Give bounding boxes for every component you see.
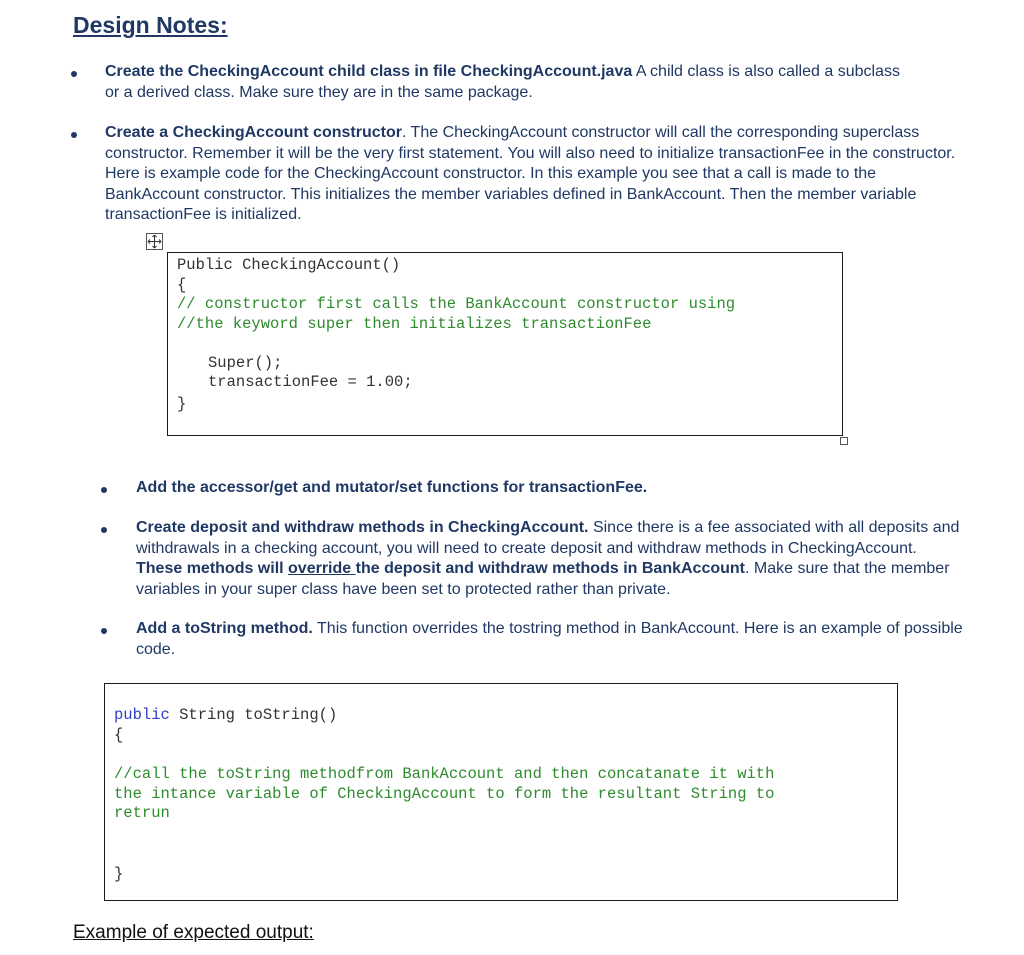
resize-handle-icon[interactable] (840, 437, 848, 445)
bullet-dot (101, 628, 107, 634)
sub-bullet-paragraph-3 (136, 619, 966, 660)
page-title: Design Notes: (73, 12, 228, 38)
sub-bullet-2-text: Since there is a fee associated with all deposits and withdrawals in a checking account, you will need to create deposit and withdraw methods in CheckingAccount. (136, 519, 960, 557)
sub-bullet-2-bold: Create deposit and withdraw methods in CheckingAccount. (136, 519, 589, 536)
bullet-1-bold: Create the CheckingAccount child class in file CheckingAccount.java (105, 63, 633, 80)
code-comment: // constructor first calls the BankAccount constructor using (177, 295, 736, 313)
bullet-1-text: A child class is also called a subclass or a derived class. Make sure they are in the same package. (105, 63, 900, 101)
sub-bullet-2-bold-3: the deposit and withdraw methods in BankAccount (355, 560, 745, 577)
code-line: transactionFee = 1.00; (208, 373, 413, 391)
code-signature: String toString() (169, 706, 338, 724)
code-line: { (177, 276, 187, 294)
sub-bullet-3-bold: Add a toString method. (136, 620, 313, 637)
move-handle-icon[interactable] (146, 233, 163, 250)
code-comment: //the keyword super then initializes transactionFee (177, 315, 652, 333)
code-line: { (114, 726, 124, 744)
code-comment: retrun (114, 804, 170, 822)
bullet-dot (101, 527, 107, 533)
bullet-paragraph-2 (105, 123, 965, 226)
override-underline: override (288, 560, 356, 577)
sub-bullet-paragraph-1 (136, 478, 956, 499)
sub-bullet-paragraph-2 (136, 518, 966, 600)
code-line (114, 705, 337, 725)
code-line: } (114, 865, 124, 883)
sub-bullet-1-bold: Add the accessor/get and mutator/set functions for transactionFee. (136, 479, 648, 496)
bullet-2-bold: Create a CheckingAccount constructor (105, 124, 402, 141)
bullet-dot (71, 132, 77, 138)
code-keyword: public (114, 706, 170, 724)
expected-output-heading: Example of expected output: (73, 922, 314, 943)
bullet-dot (101, 487, 107, 493)
bullet-dot (71, 71, 77, 77)
sub-bullet-2-bold-2: These methods will (136, 560, 289, 577)
code-comment: //call the toString methodfrom BankAccount and then concatanate it with (114, 765, 775, 783)
sub-bullet-2-text-2: . Make sure that the member variables in your super class have been set to protected rather than private. (136, 560, 950, 598)
constructor-code-box[interactable] (167, 252, 843, 436)
code-line: Public CheckingAccount() (177, 256, 401, 274)
code-line: Super(); (208, 354, 283, 372)
code-line: } (177, 395, 187, 413)
bullet-paragraph-1 (105, 62, 915, 103)
code-comment: the intance variable of CheckingAccount to form the resultant String to (114, 785, 775, 803)
sub-bullet-3-text: This function overrides the tostring method in BankAccount. Here is an example of possible code. (136, 620, 963, 658)
bullet-2-text: . The CheckingAccount constructor will call the corresponding superclass constructor. Remember it will be the very first statement. You will also need to initialize transactionFee in the constructor. Here is example code for the CheckingAccount constructor. In this example you see that a call is made to the BankAccount constructor. This initializes the member variables defined in BankAccount. Then the member variable transactionFee is initialized. (105, 124, 956, 223)
